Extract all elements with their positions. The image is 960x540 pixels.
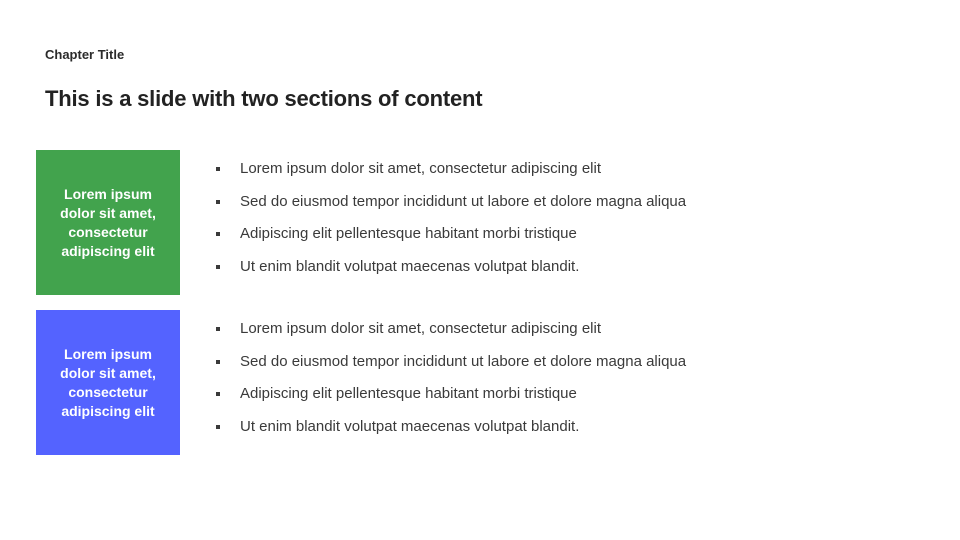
square-bullet-icon <box>216 425 220 429</box>
section-1-box-text: Lorem ipsum dolor sit amet, consectetur adipiscing elit <box>60 185 156 259</box>
bullet-text: Sed do eiusmod tempor incididunt ut labore et dolore magna aliqua <box>240 192 687 210</box>
square-bullet-icon <box>216 265 220 269</box>
bullet-item <box>216 382 686 415</box>
section-1-highlight-box <box>36 150 180 295</box>
slide-title: This is a slide with two sections of content <box>45 86 483 111</box>
bullet-item <box>216 222 686 255</box>
section-2-bullet-list <box>216 317 686 448</box>
bullet-text: Adipiscing elit pellentesque habitant morbi tristique <box>240 225 577 243</box>
bullet-item <box>216 255 686 288</box>
section-1-bullet-list <box>216 157 686 288</box>
bullet-item <box>216 415 686 448</box>
bullet-text: Ut enim blandit volutpat maecenas volutpat blandit. <box>240 418 580 436</box>
content-section-1 <box>36 150 916 295</box>
square-bullet-icon <box>216 327 220 331</box>
bullet-text: Adipiscing elit pellentesque habitant morbi tristique <box>240 385 577 403</box>
section-2-box-text: Lorem ipsum dolor sit amet, consectetur adipiscing elit <box>60 345 156 419</box>
square-bullet-icon <box>216 360 220 364</box>
bullet-item <box>216 157 686 190</box>
bullet-text: Sed do eiusmod tempor incididunt ut labore et dolore magna aliqua <box>240 352 687 370</box>
section-2-highlight-box <box>36 310 180 455</box>
square-bullet-icon <box>216 232 220 236</box>
bullet-item <box>216 350 686 383</box>
square-bullet-icon <box>216 167 220 171</box>
square-bullet-icon <box>216 200 220 204</box>
bullet-text: Lorem ipsum dolor sit amet, consectetur adipiscing elit <box>240 320 601 337</box>
content-section-2 <box>36 310 916 455</box>
bullet-text: Ut enim blandit volutpat maecenas volutpat blandit. <box>240 258 580 276</box>
bullet-text: Lorem ipsum dolor sit amet, consectetur adipiscing elit <box>240 160 601 177</box>
bullet-item <box>216 190 686 223</box>
bullet-item <box>216 317 686 350</box>
square-bullet-icon <box>216 392 220 396</box>
chapter-title: Chapter Title <box>45 47 125 62</box>
